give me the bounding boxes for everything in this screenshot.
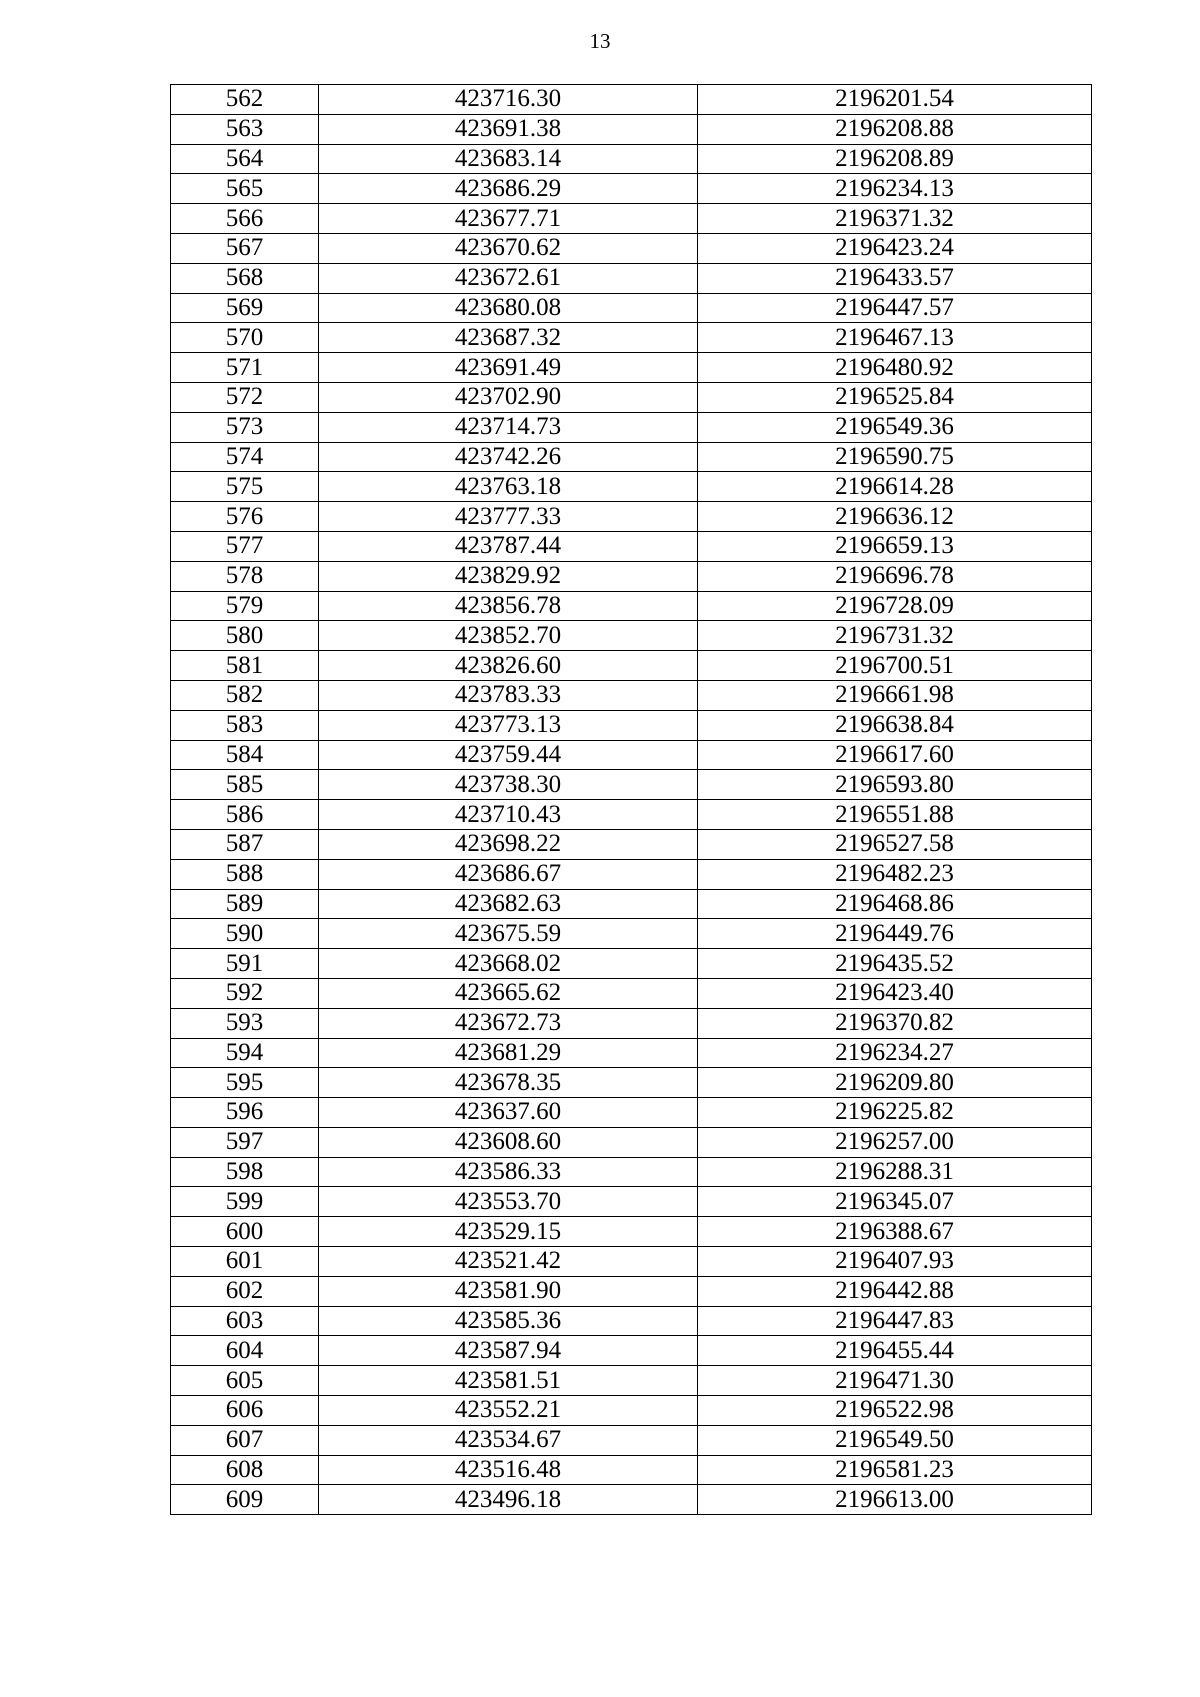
x-coordinate-cell: 423587.94	[319, 1336, 698, 1366]
point-number-cell: 586	[171, 800, 319, 830]
point-number-cell: 609	[171, 1485, 319, 1515]
y-coordinate-cell: 2196257.00	[698, 1127, 1092, 1157]
y-coordinate-cell: 2196407.93	[698, 1247, 1092, 1277]
y-coordinate-cell: 2196288.31	[698, 1157, 1092, 1187]
x-coordinate-cell: 423553.70	[319, 1187, 698, 1217]
x-coordinate-cell: 423608.60	[319, 1127, 698, 1157]
x-coordinate-cell: 423672.61	[319, 263, 698, 293]
point-number-cell: 608	[171, 1455, 319, 1485]
x-coordinate-cell: 423763.18	[319, 472, 698, 502]
table-row	[171, 889, 1092, 919]
point-number-cell: 573	[171, 412, 319, 442]
y-coordinate-cell: 2196435.52	[698, 949, 1092, 979]
point-number-cell: 598	[171, 1157, 319, 1187]
point-number-cell: 601	[171, 1247, 319, 1277]
y-coordinate-cell: 2196208.88	[698, 114, 1092, 144]
point-number-cell: 603	[171, 1306, 319, 1336]
table-row	[171, 293, 1092, 323]
x-coordinate-cell: 423675.59	[319, 919, 698, 949]
y-coordinate-cell: 2196234.13	[698, 174, 1092, 204]
y-coordinate-cell: 2196581.23	[698, 1455, 1092, 1485]
x-coordinate-cell: 423852.70	[319, 621, 698, 651]
x-coordinate-cell: 423668.02	[319, 949, 698, 979]
point-number-cell: 580	[171, 621, 319, 651]
y-coordinate-cell: 2196614.28	[698, 472, 1092, 502]
point-number-cell: 589	[171, 889, 319, 919]
point-number-cell: 587	[171, 829, 319, 859]
x-coordinate-cell: 423738.30	[319, 770, 698, 800]
table-row	[171, 1217, 1092, 1247]
point-number-cell: 562	[171, 85, 319, 115]
x-coordinate-cell: 423665.62	[319, 978, 698, 1008]
table-row	[171, 651, 1092, 681]
table-row	[171, 442, 1092, 472]
x-coordinate-cell: 423534.67	[319, 1425, 698, 1455]
point-number-cell: 578	[171, 561, 319, 591]
table-row	[171, 233, 1092, 263]
x-coordinate-cell: 423516.48	[319, 1455, 698, 1485]
y-coordinate-cell: 2196225.82	[698, 1098, 1092, 1128]
y-coordinate-cell: 2196442.88	[698, 1276, 1092, 1306]
point-number-cell: 582	[171, 680, 319, 710]
x-coordinate-cell: 423585.36	[319, 1306, 698, 1336]
y-coordinate-cell: 2196480.92	[698, 353, 1092, 383]
point-number-cell: 585	[171, 770, 319, 800]
x-coordinate-cell: 423826.60	[319, 651, 698, 681]
table-row	[171, 1127, 1092, 1157]
x-coordinate-cell: 423787.44	[319, 531, 698, 561]
table-row	[171, 1068, 1092, 1098]
table-row	[171, 531, 1092, 561]
y-coordinate-cell: 2196467.13	[698, 323, 1092, 353]
table-row	[171, 1366, 1092, 1396]
table-row	[171, 978, 1092, 1008]
y-coordinate-cell: 2196731.32	[698, 621, 1092, 651]
y-coordinate-cell: 2196636.12	[698, 502, 1092, 532]
table-row	[171, 1336, 1092, 1366]
x-coordinate-cell: 423686.67	[319, 859, 698, 889]
x-coordinate-cell: 423759.44	[319, 740, 698, 770]
table-row	[171, 561, 1092, 591]
point-number-cell: 579	[171, 591, 319, 621]
table-row	[171, 353, 1092, 383]
point-number-cell: 570	[171, 323, 319, 353]
table-row	[171, 1008, 1092, 1038]
point-number-cell: 583	[171, 710, 319, 740]
point-number-cell: 568	[171, 263, 319, 293]
table-row	[171, 1455, 1092, 1485]
table-row	[171, 1247, 1092, 1277]
table-row	[171, 1425, 1092, 1455]
x-coordinate-cell: 423702.90	[319, 382, 698, 412]
table-row	[171, 591, 1092, 621]
table-row	[171, 1276, 1092, 1306]
y-coordinate-cell: 2196234.27	[698, 1038, 1092, 1068]
x-coordinate-cell: 423677.71	[319, 204, 698, 234]
table-row	[171, 829, 1092, 859]
y-coordinate-cell: 2196617.60	[698, 740, 1092, 770]
point-number-cell: 576	[171, 502, 319, 532]
x-coordinate-cell: 423710.43	[319, 800, 698, 830]
point-number-cell: 572	[171, 382, 319, 412]
table-row	[171, 412, 1092, 442]
x-coordinate-cell: 423783.33	[319, 680, 698, 710]
y-coordinate-cell: 2196388.67	[698, 1217, 1092, 1247]
x-coordinate-cell: 423670.62	[319, 233, 698, 263]
point-number-cell: 607	[171, 1425, 319, 1455]
y-coordinate-cell: 2196371.32	[698, 204, 1092, 234]
point-number-cell: 590	[171, 919, 319, 949]
x-coordinate-cell: 423521.42	[319, 1247, 698, 1277]
y-coordinate-cell: 2196525.84	[698, 382, 1092, 412]
y-coordinate-cell: 2196551.88	[698, 800, 1092, 830]
x-coordinate-cell: 423773.13	[319, 710, 698, 740]
y-coordinate-cell: 2196696.78	[698, 561, 1092, 591]
coordinates-table-body	[171, 85, 1092, 1515]
x-coordinate-cell: 423581.90	[319, 1276, 698, 1306]
y-coordinate-cell: 2196590.75	[698, 442, 1092, 472]
x-coordinate-cell: 423496.18	[319, 1485, 698, 1515]
coordinates-table	[170, 84, 1092, 1515]
point-number-cell: 604	[171, 1336, 319, 1366]
x-coordinate-cell: 423680.08	[319, 293, 698, 323]
table-row	[171, 1187, 1092, 1217]
x-coordinate-cell: 423552.21	[319, 1396, 698, 1426]
table-row	[171, 949, 1092, 979]
point-number-cell: 563	[171, 114, 319, 144]
table-row	[171, 1396, 1092, 1426]
y-coordinate-cell: 2196447.57	[698, 293, 1092, 323]
y-coordinate-cell: 2196638.84	[698, 710, 1092, 740]
table-row	[171, 859, 1092, 889]
table-row	[171, 1038, 1092, 1068]
y-coordinate-cell: 2196423.40	[698, 978, 1092, 1008]
y-coordinate-cell: 2196527.58	[698, 829, 1092, 859]
point-number-cell: 594	[171, 1038, 319, 1068]
point-number-cell: 592	[171, 978, 319, 1008]
y-coordinate-cell: 2196468.86	[698, 889, 1092, 919]
y-coordinate-cell: 2196482.23	[698, 859, 1092, 889]
y-coordinate-cell: 2196728.09	[698, 591, 1092, 621]
table-row	[171, 770, 1092, 800]
y-coordinate-cell: 2196423.24	[698, 233, 1092, 263]
x-coordinate-cell: 423678.35	[319, 1068, 698, 1098]
point-number-cell: 597	[171, 1127, 319, 1157]
y-coordinate-cell: 2196201.54	[698, 85, 1092, 115]
table-row	[171, 621, 1092, 651]
y-coordinate-cell: 2196449.76	[698, 919, 1092, 949]
x-coordinate-cell: 423637.60	[319, 1098, 698, 1128]
x-coordinate-cell: 423691.49	[319, 353, 698, 383]
table-row	[171, 919, 1092, 949]
table-row	[171, 1157, 1092, 1187]
point-number-cell: 564	[171, 144, 319, 174]
table-row	[171, 800, 1092, 830]
x-coordinate-cell: 423777.33	[319, 502, 698, 532]
y-coordinate-cell: 2196613.00	[698, 1485, 1092, 1515]
table-row	[171, 323, 1092, 353]
y-coordinate-cell: 2196433.57	[698, 263, 1092, 293]
table-row	[171, 204, 1092, 234]
point-number-cell: 567	[171, 233, 319, 263]
y-coordinate-cell: 2196370.82	[698, 1008, 1092, 1038]
y-coordinate-cell: 2196593.80	[698, 770, 1092, 800]
table-row	[171, 472, 1092, 502]
point-number-cell: 581	[171, 651, 319, 681]
y-coordinate-cell: 2196549.50	[698, 1425, 1092, 1455]
y-coordinate-cell: 2196447.83	[698, 1306, 1092, 1336]
x-coordinate-cell: 423681.29	[319, 1038, 698, 1068]
table-row	[171, 1098, 1092, 1128]
table-row	[171, 85, 1092, 115]
y-coordinate-cell: 2196455.44	[698, 1336, 1092, 1366]
point-number-cell: 602	[171, 1276, 319, 1306]
page-number: 13	[589, 29, 611, 53]
y-coordinate-cell: 2196345.07	[698, 1187, 1092, 1217]
y-coordinate-cell: 2196471.30	[698, 1366, 1092, 1396]
point-number-cell: 596	[171, 1098, 319, 1128]
point-number-cell: 566	[171, 204, 319, 234]
point-number-cell: 591	[171, 949, 319, 979]
table-row	[171, 680, 1092, 710]
table-row	[171, 144, 1092, 174]
point-number-cell: 606	[171, 1396, 319, 1426]
x-coordinate-cell: 423856.78	[319, 591, 698, 621]
x-coordinate-cell: 423682.63	[319, 889, 698, 919]
point-number-cell: 588	[171, 859, 319, 889]
table-row	[171, 382, 1092, 412]
point-number-cell: 600	[171, 1217, 319, 1247]
x-coordinate-cell: 423586.33	[319, 1157, 698, 1187]
y-coordinate-cell: 2196700.51	[698, 651, 1092, 681]
point-number-cell: 595	[171, 1068, 319, 1098]
y-coordinate-cell: 2196209.80	[698, 1068, 1092, 1098]
x-coordinate-cell: 423529.15	[319, 1217, 698, 1247]
x-coordinate-cell: 423742.26	[319, 442, 698, 472]
point-number-cell: 584	[171, 740, 319, 770]
point-number-cell: 574	[171, 442, 319, 472]
x-coordinate-cell: 423581.51	[319, 1366, 698, 1396]
point-number-cell: 577	[171, 531, 319, 561]
x-coordinate-cell: 423698.22	[319, 829, 698, 859]
x-coordinate-cell: 423714.73	[319, 412, 698, 442]
x-coordinate-cell: 423683.14	[319, 144, 698, 174]
x-coordinate-cell: 423829.92	[319, 561, 698, 591]
y-coordinate-cell: 2196208.89	[698, 144, 1092, 174]
table-row	[171, 114, 1092, 144]
x-coordinate-cell: 423716.30	[319, 85, 698, 115]
point-number-cell: 571	[171, 353, 319, 383]
x-coordinate-cell: 423686.29	[319, 174, 698, 204]
table-row	[171, 1485, 1092, 1515]
x-coordinate-cell: 423687.32	[319, 323, 698, 353]
point-number-cell: 569	[171, 293, 319, 323]
point-number-cell: 575	[171, 472, 319, 502]
y-coordinate-cell: 2196549.36	[698, 412, 1092, 442]
table-row	[171, 502, 1092, 532]
table-row	[171, 740, 1092, 770]
x-coordinate-cell: 423672.73	[319, 1008, 698, 1038]
x-coordinate-cell: 423691.38	[319, 114, 698, 144]
table-row	[171, 263, 1092, 293]
table-row	[171, 174, 1092, 204]
y-coordinate-cell: 2196522.98	[698, 1396, 1092, 1426]
point-number-cell: 593	[171, 1008, 319, 1038]
point-number-cell: 605	[171, 1366, 319, 1396]
y-coordinate-cell: 2196661.98	[698, 680, 1092, 710]
table-row	[171, 1306, 1092, 1336]
y-coordinate-cell: 2196659.13	[698, 531, 1092, 561]
point-number-cell: 599	[171, 1187, 319, 1217]
table-row	[171, 710, 1092, 740]
point-number-cell: 565	[171, 174, 319, 204]
